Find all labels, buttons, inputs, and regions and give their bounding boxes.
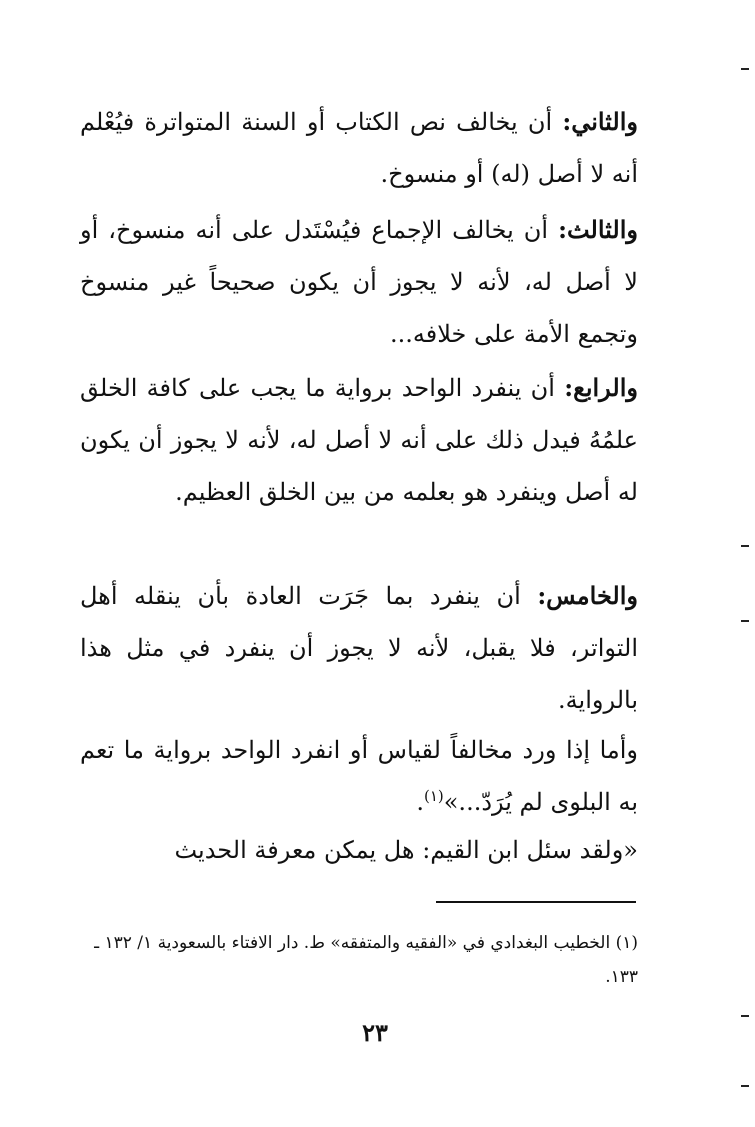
paragraph-fifth [80,570,638,726]
paragraph-third [80,204,638,360]
paragraph-text: «ولقد سئل ابن القيم: هل يمكن معرفة الحديث [174,836,638,864]
footnote-reference[interactable]: (١) [423,787,444,805]
paragraph-second [80,96,638,200]
paragraph-text: وأما إذا ورد مخالفاً لقياس أو انفرد الواحد برواية ما تعم به البلوى لم يُرَدّ...» [80,736,638,816]
paragraph-lead: والخامس: [537,581,638,610]
margin-mark [741,1085,749,1087]
paragraph-text: أن يخالف الإجماع فيُسْتَدل على أنه منسوخ، أو لا أصل له، لأنه لا يجوز أن يكون صحيحاً غير منسوخ وتجمع الأمة على خلافه... [80,216,638,348]
paragraph-text: أن يخالف نص الكتاب أو السنة المتواترة فيُعْلم أنه لا أصل (له) أو منسوخ. [80,108,638,188]
margin-mark [741,545,749,547]
paragraph-qiyas [80,724,638,828]
paragraph-lead: والثالث: [558,215,638,244]
paragraph-tail: . [416,788,424,816]
margin-mark [741,68,749,70]
paragraph-text: أن ينفرد بما جَرَت العادة بأن ينقله أهل التواتر، فلا يقبل، لأنه لا يجوز أن ينفرد في مثل هذا بالرواية. [80,582,638,714]
paragraph-fourth [80,362,638,518]
margin-mark [741,1015,749,1017]
footnote-text: (١) الخطيب البغدادي في «الفقيه والمتفقه» ط. دار الافتاء بالسعودية ١/ ١٣٢ ـ ١٣٣. [94,933,638,987]
margin-mark [741,620,749,622]
paragraph-text: أن ينفرد الواحد برواية ما يجب على كافة الخلق علمُهُ فيدل ذلك على أنه لا أصل له، لأنه لا يجوز أن يكون له أصل وينفرد هو بعلمه من بين الخلق العظيم. [80,374,638,506]
paragraph-lead: والثاني: [562,107,638,136]
page-number: ٢٣ [362,1018,388,1047]
paragraph-ibn-qayyim [80,824,638,876]
paragraph-lead: والرابع: [564,373,638,402]
footnote-divider [436,901,636,903]
